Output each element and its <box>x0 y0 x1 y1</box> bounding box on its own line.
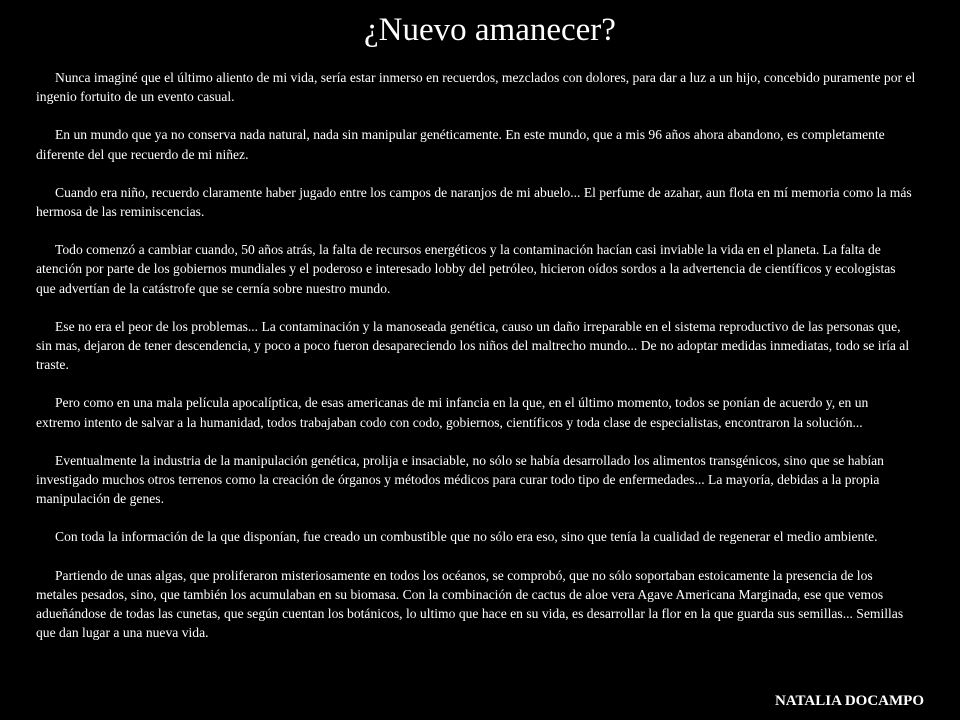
paragraph-5: Ese no era el peor de los problemas... La contaminación y la manoseada genética, causo un daño irreparable en el sistema reproductivo de las personas que, sin mas, dejaron de tener descendencia, y poco a poco fueron desapareciendo los niños del maltrecho mundo... De no adoptar medidas inmediatas, todo se iría al traste. <box>36 318 910 373</box>
paragraph-4: Todo comenzó a cambiar cuando, 50 años atrás, la falta de recursos energéticos y la contaminación hacían casi inviable la vida en el planeta. La falta de atención por parte de los gobiernos mundiales y el poderoso e interesado lobby del petróleo, hicieron oídos sordos a la advertencia de científicos y ecologistas que advertían de la catástrofe que se cernía sobre nuestro mundo. <box>36 242 896 296</box>
author-signature: NATALIA DOCAMPO <box>774 693 924 709</box>
paragraph-9: Partiendo de unas algas, que proliferaron misteriosamente en todos los océanos, se comprobó, que no sólo soportaban estoicamente la presencia de los metales pesados, sino, que también los acumulaban en su biomasa. Con la combinación de cactus de aloe vera Agave Americana Marginada, ese que vemos adueñándose de todas las cunetas, que según cuentan los botánicos, lo ultimo que hace en su vida, es desarrollar la flor en la que guarda sus semillas... Semillas que dan lugar a una nueva vida. <box>36 567 904 641</box>
paragraph-2: En un mundo que ya no conserva nada natural, nada sin manipular genéticamente. En este mundo, que a mis 96 años ahora abandono, es completamente diferente del que recuerdo de mi niñez. <box>36 127 885 162</box>
paragraph-1: Nunca imaginé que el último aliento de mi vida, sería estar inmerso en recuerdos, mezclados con dolores, para dar a luz a un hijo, concebido puramente por el ingenio fortuito de un evento casual. <box>36 70 916 105</box>
paragraph-6: Pero como en una mala película apocalíptica, de esas americanas de mi infancia en la que, en el último momento, todos se ponían de acuerdo y, en un extremo intento de salvar a la humanidad, todos trabajaban codo con codo, gobiernos, científicos y toda clase de especialistas, encontraron la solución... <box>36 395 869 430</box>
paragraph-7: Eventualmente la industria de la manipulación genética, prolija e insaciable, no sólo se había desarrollado los alimentos transgénicos, sino que se habían investigado muchos otros terrenos como la creación de órganos y métodos médicos para curar todo tipo de enfermedades... La mayoría, debidas a la propia manipulación de genes. <box>36 452 884 507</box>
paragraph-3: Cuando era niño, recuerdo claramente haber jugado entre los campos de naranjos de mi abuelo... El perfume de azahar, aun flota en mí memoria como la más hermosa de las reminiscencias. <box>36 184 912 220</box>
story-body <box>36 68 916 661</box>
page-title: ¿Nuevo amanecer? <box>364 12 616 48</box>
paragraph-8: Con toda la información de la que disponían, fue creado un combustible que no sólo era eso, sino que tenía la cualidad de regenerar el medio ambiente. <box>55 529 878 545</box>
